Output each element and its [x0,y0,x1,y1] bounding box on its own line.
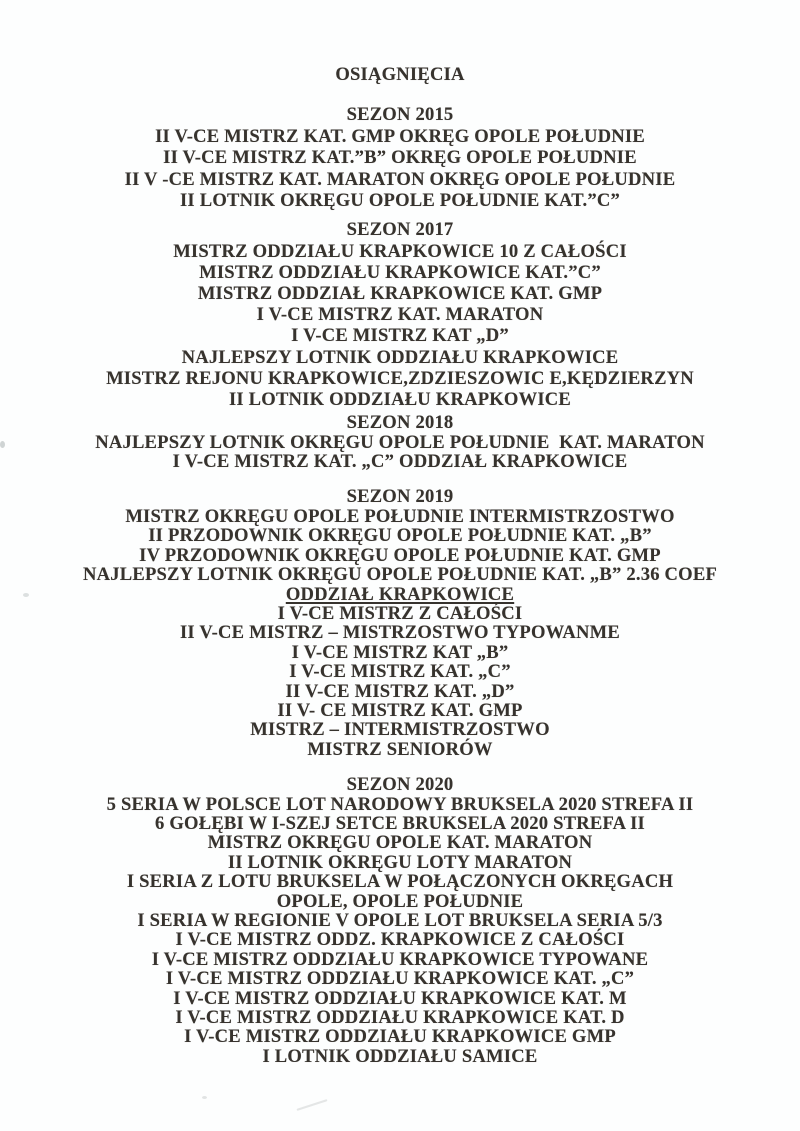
achievement-line: I V-CE MISTRZ ODDZIAŁU KRAPKOWICE KAT. „C” [165,968,635,990]
achievement-line: MISTRZ REJONU KRAPKOWICE,ZDZIESZOWIC E,KĘDZIERZYN [106,367,694,389]
achievement-line: II LOTNIK ODDZIAŁU KRAPKOWICE [228,389,572,411]
season-heading: SEZON 2019 [346,486,454,508]
season-heading: SEZON 2020 [346,774,454,796]
achievement-line: II PRZODOWNIK OKRĘGU OPOLE POŁUDNIE KAT. „B” [148,525,652,547]
achievement-line: 5 SERIA W POLSCE LOT NARODOWY BRUKSELA 2020 STREFA II [106,793,694,815]
achievement-line: II V-CE MISTRZ KAT. „D” [285,680,515,702]
section-sezon-2020 [0,775,800,1066]
achievement-line: 6 GOŁĘBI W I-SZEJ SETCE BRUKSELA 2020 STREFA II [155,812,645,834]
achievement-line: I V-CE MISTRZ KAT. „C” ODDZIAŁ KRAPKOWICE [172,451,628,473]
achievement-line: I LOTNIK ODDZIAŁU SAMICE [262,1045,538,1067]
achievement-line: MISTRZ ODDZIAŁU KRAPKOWICE KAT.”C” [199,261,601,283]
achievement-line: I V-CE MISTRZ ODDZ. KRAPKOWICE Z CAŁOŚCI [175,929,625,951]
achievement-line: I V-CE MISTRZ KAT „B” [291,641,509,663]
achievement-line: II V-CE MISTRZ KAT.”B” OKRĘG OPOLE POŁUDNIE [163,147,637,169]
achievement-line: I V-CE MISTRZ ODDZIAŁU KRAPKOWICE KAT. D [175,1007,625,1029]
achievement-line: I V-CE MISTRZ KAT „D” [291,325,509,347]
achievement-line: II V -CE MISTRZ KAT. MARATON OKRĘG OPOLE POŁUDNIE [124,168,676,190]
achievement-line: I SERIA Z LOTU BRUKSELA W POŁĄCZONYCH OKRĘGACH [126,871,674,893]
achievement-line: MISTRZ ODDZIAŁU KRAPKOWICE 10 Z CAŁOŚCI [173,240,627,262]
document-title: OSIĄGNIĘCIA [335,64,465,85]
season-heading: SEZON 2017 [346,219,454,241]
achievement-line: II V- CE MISTRZ KAT. GMP [277,699,523,721]
achievement-line: I SERIA W REGIONIE V OPOLE LOT BRUKSELA SERIA 5/3 [137,910,663,932]
achievement-line: MISTRZ OKRĘGU OPOLE KAT. MARATON [207,832,593,854]
achievement-line: MISTRZ OKRĘGU OPOLE POŁUDNIE INTERMISTRZOSTWO [125,505,675,527]
achievement-line: NAJLEPSZY LOTNIK OKRĘGU OPOLE POŁUDNIE KAT. „B” 2.36 COEF [82,564,718,586]
achievement-line: I V-CE MISTRZ KAT. MARATON [256,304,544,326]
season-heading: SEZON 2018 [346,412,454,434]
achievement-line: MISTRZ – INTERMISTRZOSTWO [250,719,550,741]
achievement-line: I V-CE MISTRZ ODDZIAŁU KRAPKOWICE GMP [184,1026,616,1048]
scan-speck [202,1096,207,1099]
achievement-line: OPOLE, OPOLE POŁUDNIE [276,890,524,912]
achievement-line: MISTRZ ODDZIAŁ KRAPKOWICE KAT. GMP [197,283,603,305]
achievement-line: II V-CE MISTRZ KAT. GMP OKRĘG OPOLE POŁUDNIE [155,125,645,147]
achievement-line: I V-CE MISTRZ ODDZIAŁU KRAPKOWICE TYPOWANE [151,948,649,970]
achievement-line: NAJLEPSZY LOTNIK OKRĘGU OPOLE POŁUDNIE KAT. MARATON [95,431,705,453]
achievement-line: II LOTNIK OKRĘGU OPOLE POŁUDNIE KAT.”C” [180,190,620,212]
section-sezon-2015 [0,104,800,211]
achievement-line: II V-CE MISTRZ – MISTRZOSTWO TYPOWANME [180,622,620,644]
achievement-line-underlined: ODDZIAŁ KRAPKOWICE [285,583,515,605]
scan-speck [296,1099,327,1111]
achievement-line: IV PRZODOWNIK OKRĘGU OPOLE POŁUDNIE KAT. GMP [139,544,661,566]
achievement-line: II LOTNIK OKRĘGU LOTY MARATON [227,851,573,873]
achievement-line: I V-CE MISTRZ KAT. „C” [289,661,511,683]
section-sezon-2019 [0,487,800,759]
achievement-line: MISTRZ SENIORÓW [307,738,493,760]
achievement-line: I V-CE MISTRZ Z CAŁOŚCI [277,602,523,624]
season-heading: SEZON 2015 [346,104,454,126]
section-sezon-2018 [0,413,800,471]
achievement-line: I V-CE MISTRZ ODDZIAŁU KRAPKOWICE KAT. M [173,987,627,1009]
section-sezon-2017 [0,219,800,410]
achievement-line: NAJLEPSZY LOTNIK ODDZIAŁU KRAPKOWICE [181,346,619,368]
